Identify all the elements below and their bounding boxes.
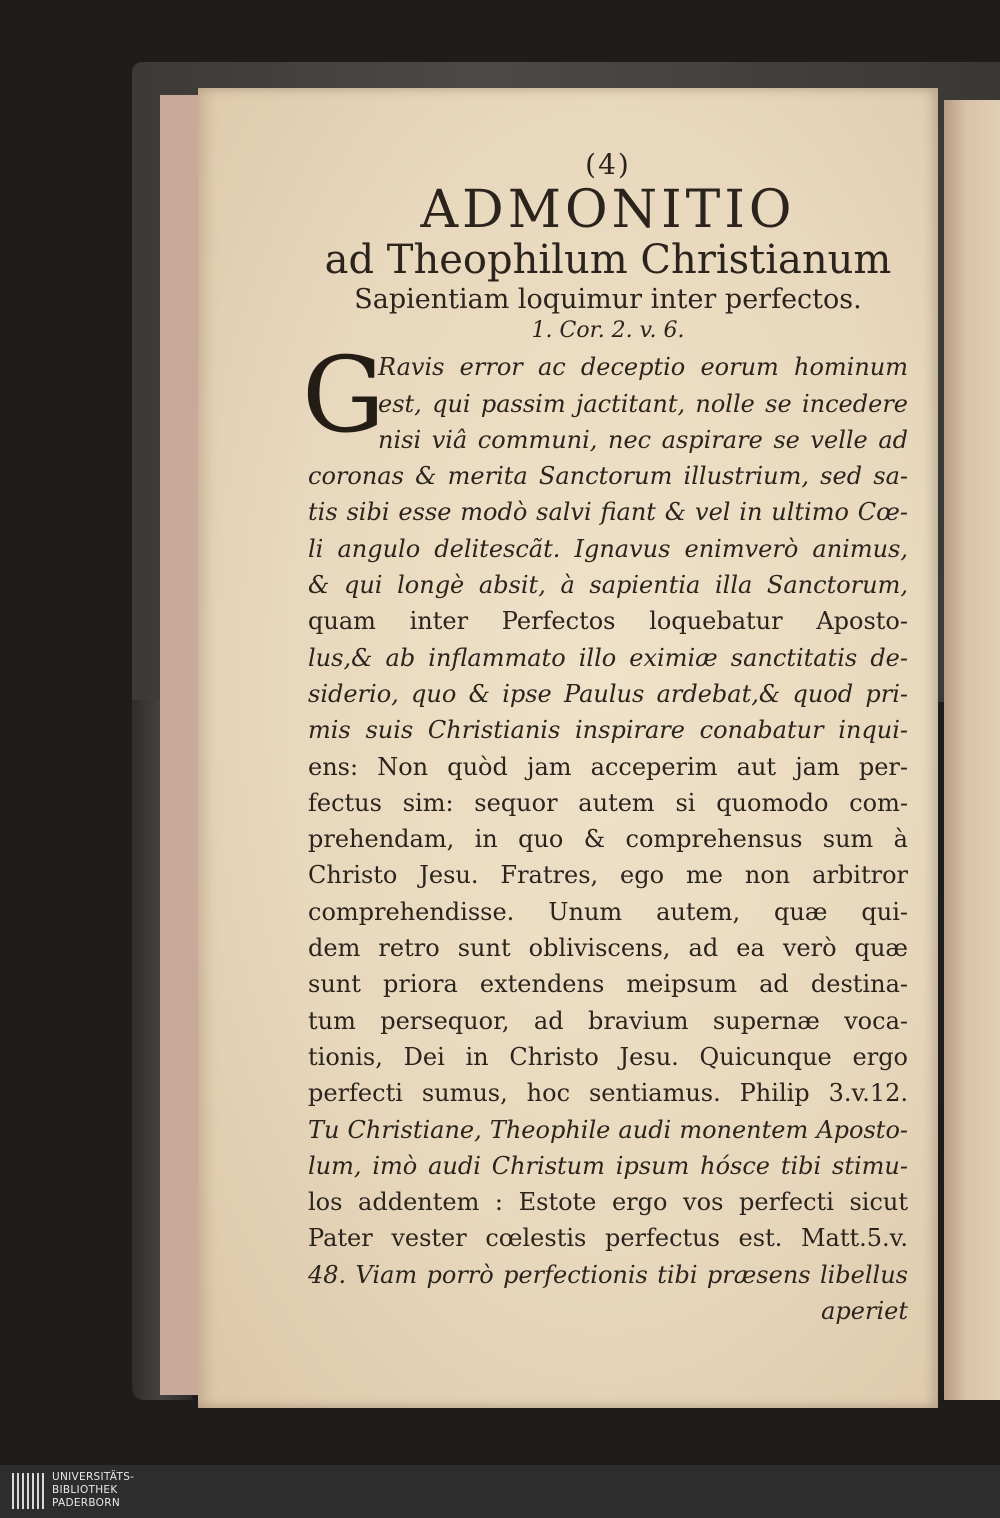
bible-reference: 1. Cor. 2. v. 6. xyxy=(531,317,685,343)
text-line: 48. Viam porrò perfectionis tibi præsens libellus xyxy=(308,1260,908,1289)
page-text xyxy=(302,148,908,1329)
text-line: perfecti sumus, hoc sentiamus. Philip 3.v.12. xyxy=(308,1079,908,1108)
text-line: mis suis Christianis inspirare conabatur inqui- xyxy=(308,716,908,745)
text-line: tis sibi esse modò salvi fiant & vel in ultimo Cœ- xyxy=(308,498,908,527)
text-line: nisi viâ communi, nec aspirare se velle ad xyxy=(378,425,908,454)
text-line: lus,& ab inflammato illo eximiæ sanctitatis de- xyxy=(308,643,908,672)
library-name-line: BIBLIOTHEK xyxy=(52,1484,118,1496)
text-line: tum persequor, ad bravium supernæ voca- xyxy=(308,1006,908,1035)
catchword: aperiet xyxy=(821,1297,908,1325)
library-footer xyxy=(0,1465,1000,1518)
text-line: comprehendisse. Unum autem, quæ qui- xyxy=(308,897,908,926)
text-line: dem retro sunt obliviscens, ad ea verò quæ xyxy=(308,934,908,963)
text-line: li angulo delitescãt. Ignavus enimverò animus, xyxy=(308,534,908,563)
text-line: tionis, Dei in Christo Jesu. Quicunque ergo xyxy=(308,1042,908,1071)
text-line: sunt priora extendens meipsum ad destina- xyxy=(308,970,908,999)
text-line: los addentem : Estote ergo vos perfecti sicut xyxy=(308,1188,908,1217)
page-title: ADMONITIO xyxy=(420,180,796,240)
drop-cap-initial: G xyxy=(302,334,386,457)
book-page xyxy=(198,88,938,1408)
text-line: lum, imò audi Christum ipsum hósce tibi stimu- xyxy=(308,1151,908,1180)
text-line: Christo Jesu. Fratres, ego me non arbitror xyxy=(308,861,908,890)
text-line: Tu Christiane, Theophile audi monentem Aposto- xyxy=(308,1115,908,1144)
text-line: ens: Non quòd jam acceperim aut jam per- xyxy=(308,752,908,781)
text-line: Ravis error ac deceptio eorum hominum xyxy=(378,353,908,382)
text-line: est, qui passim jactitant, nolle se incedere xyxy=(378,389,908,418)
body-text xyxy=(302,334,908,1329)
library-logo-icon xyxy=(12,1473,46,1509)
text-line: prehendam, in quo & comprehensus sum à xyxy=(308,825,908,854)
library-name-line: PADERBORN xyxy=(52,1497,120,1509)
facing-page-edge xyxy=(944,100,1000,1400)
page-number: (4) xyxy=(585,148,631,181)
text-line: fectus sim: sequor autem si quomodo com- xyxy=(308,788,908,817)
text-line: siderio, quo & ipse Paulus ardebat,& quod pri- xyxy=(308,679,908,708)
library-name xyxy=(52,1471,134,1510)
text-line: & qui longè absit, à sapientia illa Sanctorum, xyxy=(308,571,908,600)
text-line: Pater vester cœlestis perfectus est. Matt.5.v. xyxy=(308,1224,908,1253)
text-line: quam inter Perfectos loquebatur Aposto- xyxy=(308,607,908,636)
page-subtitle: ad Theophilum Christianum xyxy=(324,236,892,283)
text-line: coronas & merita Sanctorum illustrium, sed sa- xyxy=(308,462,908,491)
library-name-line: UNIVERSITÄTS- xyxy=(52,1471,135,1483)
motto: Sapientiam loquimur inter perfectos. xyxy=(354,283,862,315)
